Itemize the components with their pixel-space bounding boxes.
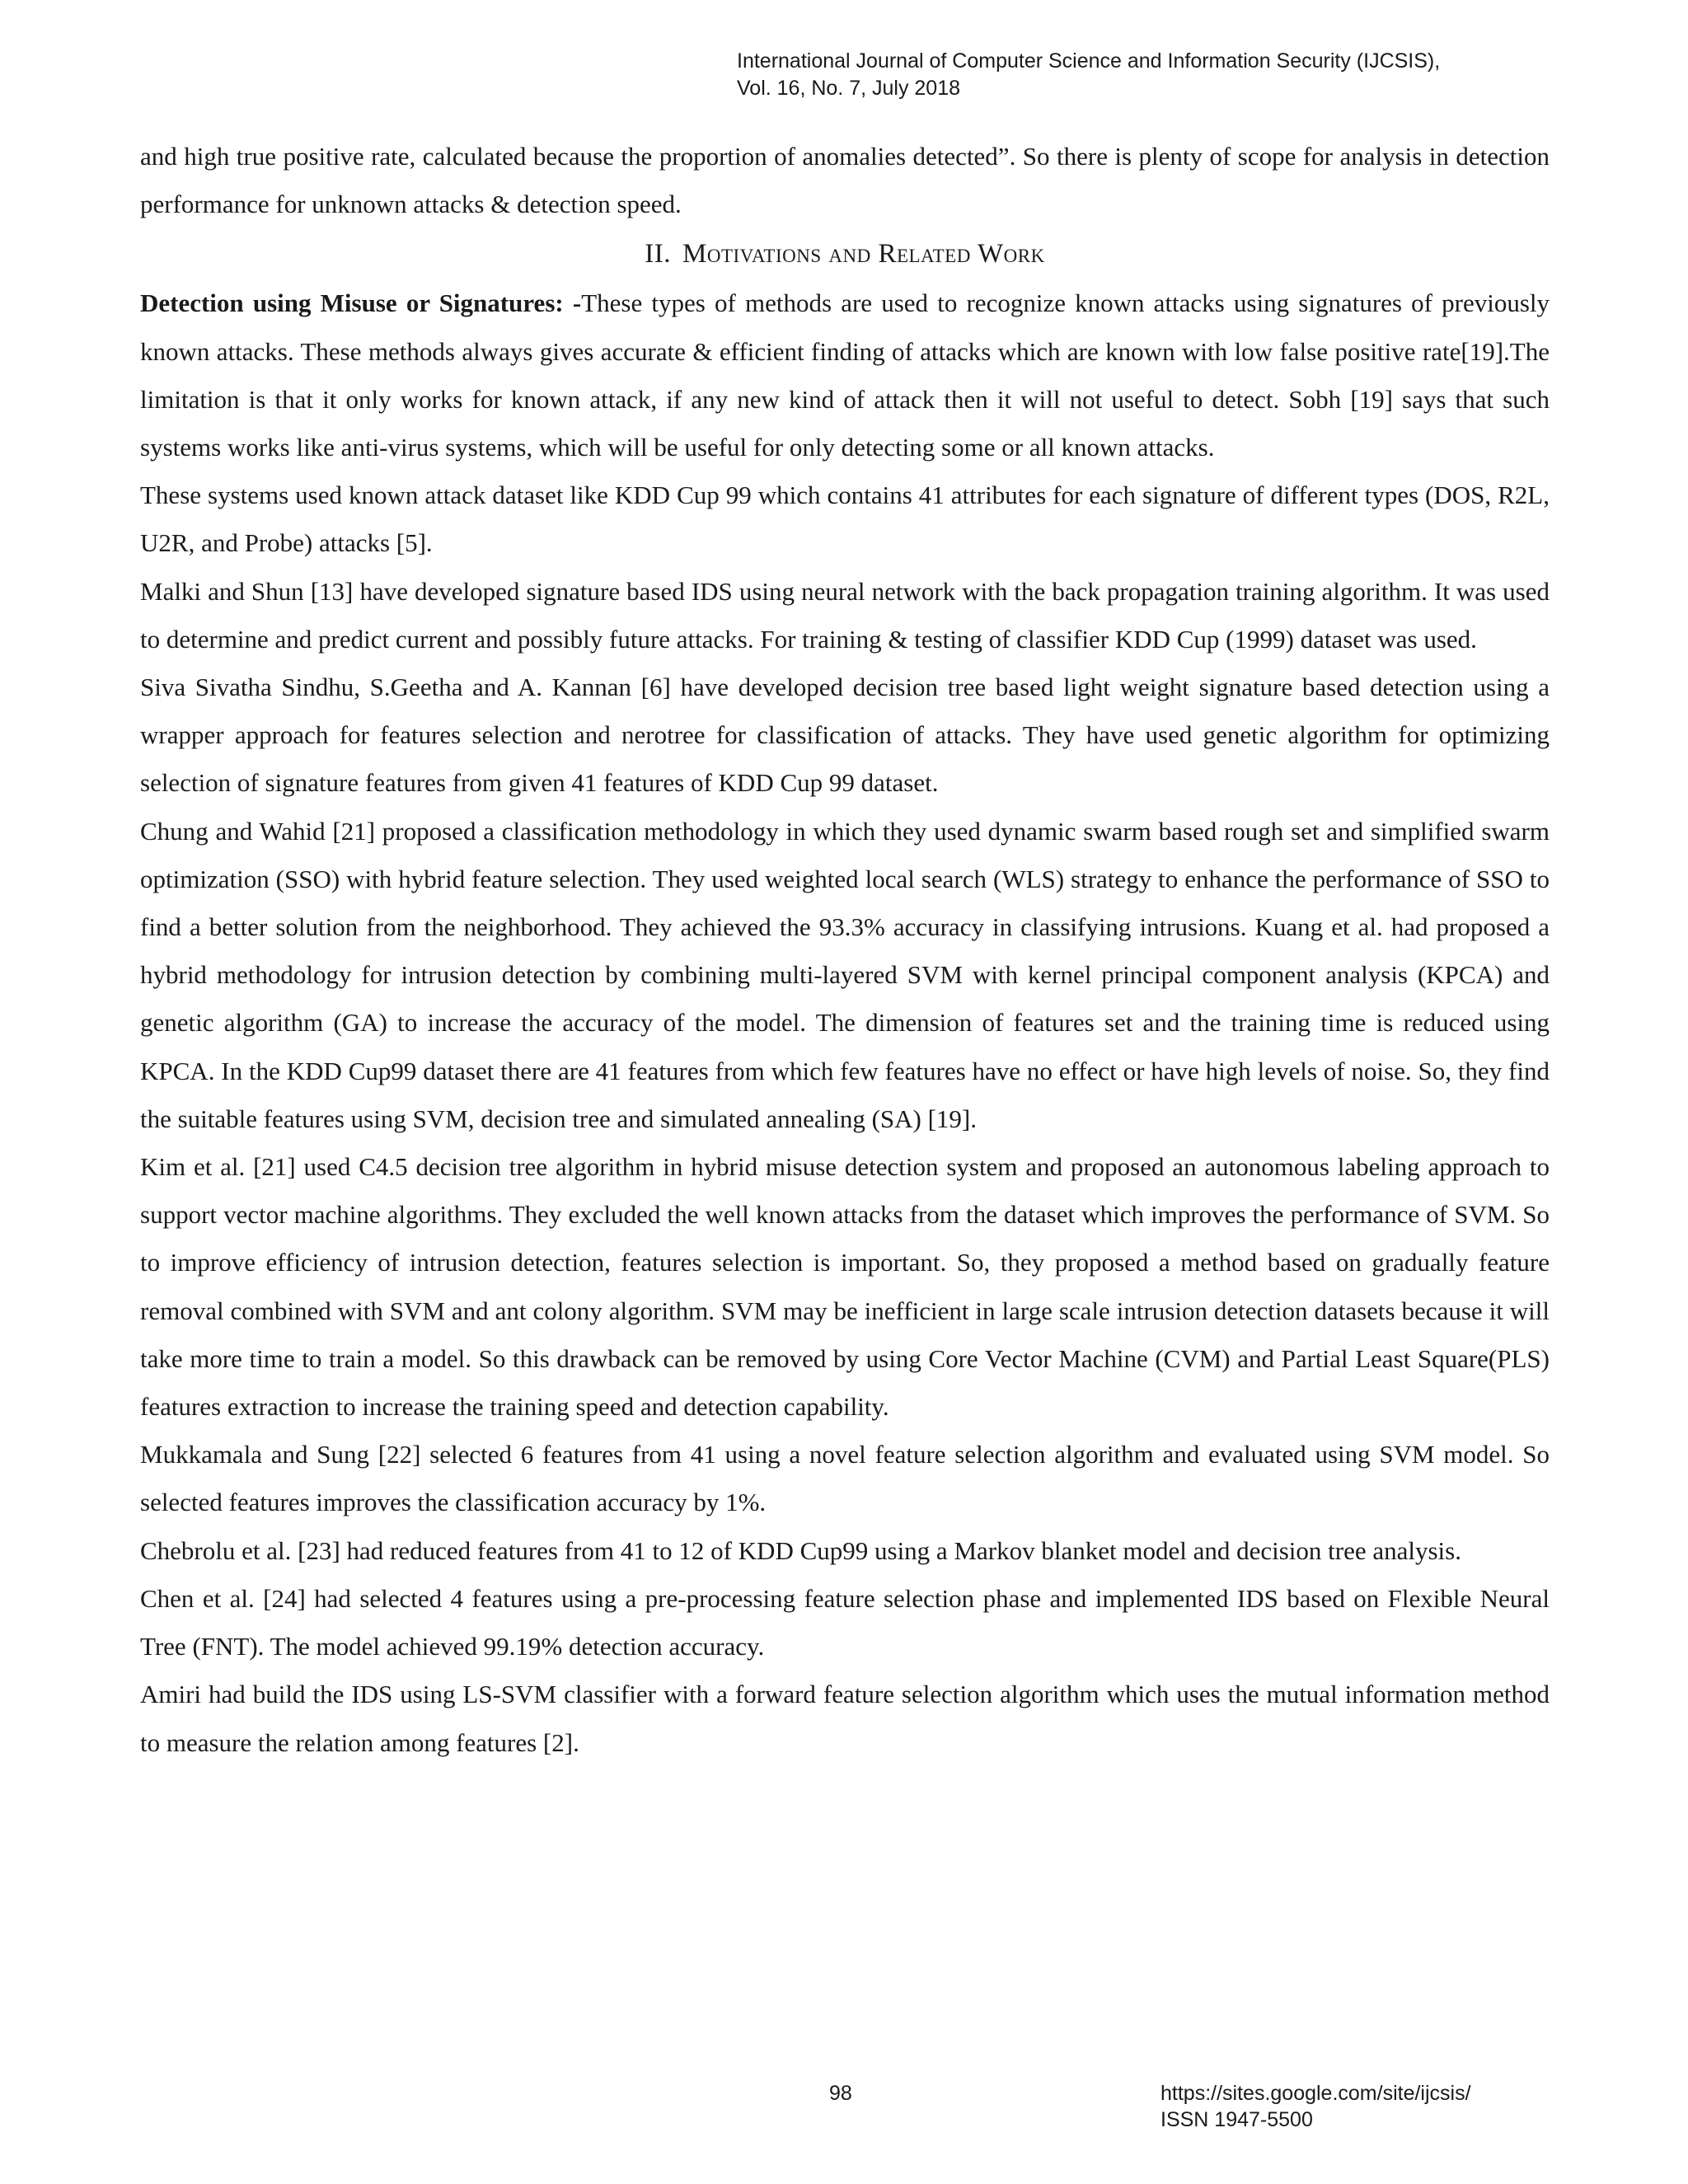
body-paragraph: Chen et al. [24] had selected 4 features using a pre-processing feature selection phase and implemented IDS based on Flexible Neural Tree (FNT). The model achieved 99.19% detection accuracy. bbox=[140, 1583, 1550, 1661]
article-body bbox=[140, 133, 1550, 1767]
body-paragraph: Malki and Shun [13] have developed signature based IDS using neural network with the back propagation training algorithm. It was used to determine and predict current and possibly future attacks. For training & testing of classifier KDD Cup (1999) dataset was used. bbox=[140, 576, 1550, 654]
body-paragraph: Kim et al. [21] used C4.5 decision tree algorithm in hybrid misuse detection system and proposed an autonomous labeling approach to support vector machine algorithms. They excluded the well known attacks from the dataset which improves the performance of SVM. So to improve efficiency of intrusion detection, features selection is important. So, they proposed a method based on gradually feature removal combined with SVM and ant colony algorithm. SVM may be inefficient in large scale intrusion detection datasets because it will take more time to train a model. So this drawback can be removed by using Core Vector Machine (CVM) and Partial Least Square(PLS) features extraction to increase the training speed and detection capability. bbox=[140, 1152, 1550, 1422]
body-paragraph: Amiri had build the IDS using LS-SVM classifier with a forward feature selection algorithm which uses the mutual information method to measure the relation among features [2]. bbox=[140, 1680, 1550, 1757]
issn: ISSN 1947-5500 bbox=[1160, 2108, 1313, 2131]
signature-detection-paragraph bbox=[140, 279, 1550, 471]
paragraph-text: These types of methods are used to recognize known attacks using signatures of previously known attacks. These methods always gives accurate & efficient finding of attacks which are known with low false positive rate[19].The limitation is that it only works for known attack, if any new kind of attack then it will not useful to detect. Sobh [19] says that such systems works like anti-virus systems, which will be useful for only detecting some or all known attacks. bbox=[140, 288, 1550, 462]
journal-header bbox=[737, 48, 1561, 102]
intro-paragraph: and high true positive rate, calculated because the proportion of anomalies detected”. So there is plenty of scope for analysis in detection performance for unknown attacks & detection speed. bbox=[140, 142, 1550, 219]
journal-volume-line: Vol. 16, No. 7, July 2018 bbox=[737, 77, 961, 100]
section-number: II. bbox=[645, 239, 672, 269]
body-paragraph: These systems used known attack dataset like KDD Cup 99 which contains 41 attributes for each signature of different types (DOS, R2L, U2R, and Probe) attacks [5]. bbox=[140, 480, 1550, 558]
page-number: 98 bbox=[829, 2082, 852, 2105]
journal-title-line: International Journal of Computer Science and Information Security (IJCSIS), bbox=[737, 49, 1441, 73]
footer-info bbox=[1160, 2080, 1471, 2133]
paragraph-run-in-heading: Detection using Misuse or Signatures: - bbox=[140, 288, 582, 318]
journal-url: https://sites.google.com/site/ijcsis/ bbox=[1160, 2082, 1471, 2105]
section-title: Motivations and Related Work bbox=[682, 239, 1045, 269]
body-paragraph: Siva Sivatha Sindhu, S.Geetha and A. Kannan [6] have developed decision tree based light weight signature based detection using a wrapper approach for features selection and nerotree for classification of attacks. They have used genetic algorithm for optimizing selection of signature features from given 41 features of KDD Cup 99 dataset. bbox=[140, 673, 1550, 798]
body-paragraph: Chung and Wahid [21] proposed a classification methodology in which they used dynamic swarm based rough set and simplified swarm optimization (SSO) with hybrid feature selection. They used weighted local search (WLS) strategy to enhance the performance of SSO to find a better solution from the neighborhood. They achieved the 93.3% accuracy in classifying intrusions. Kuang et al. had proposed a hybrid methodology for intrusion detection by combining multi-layered SVM with kernel principal component analysis (KPCA) and genetic algorithm (GA) to increase the accuracy of the model. The dimension of features set and the training time is reduced using KPCA. In the KDD Cup99 dataset there are 41 features from which few features have no effect or have high levels of noise. So, they find the suitable features using SVM, decision tree and simulated annealing (SA) [19]. bbox=[140, 816, 1550, 1133]
section-heading bbox=[140, 235, 1550, 273]
body-paragraph: Chebrolu et al. [23] had reduced features from 41 to 12 of KDD Cup99 using a Markov blanket model and decision tree analysis. bbox=[140, 1535, 1461, 1565]
body-paragraph: Mukkamala and Sung [22] selected 6 features from 41 using a novel feature selection algorithm and evaluated using SVM model. So selected features improves the classification accuracy by 1%. bbox=[140, 1440, 1550, 1517]
